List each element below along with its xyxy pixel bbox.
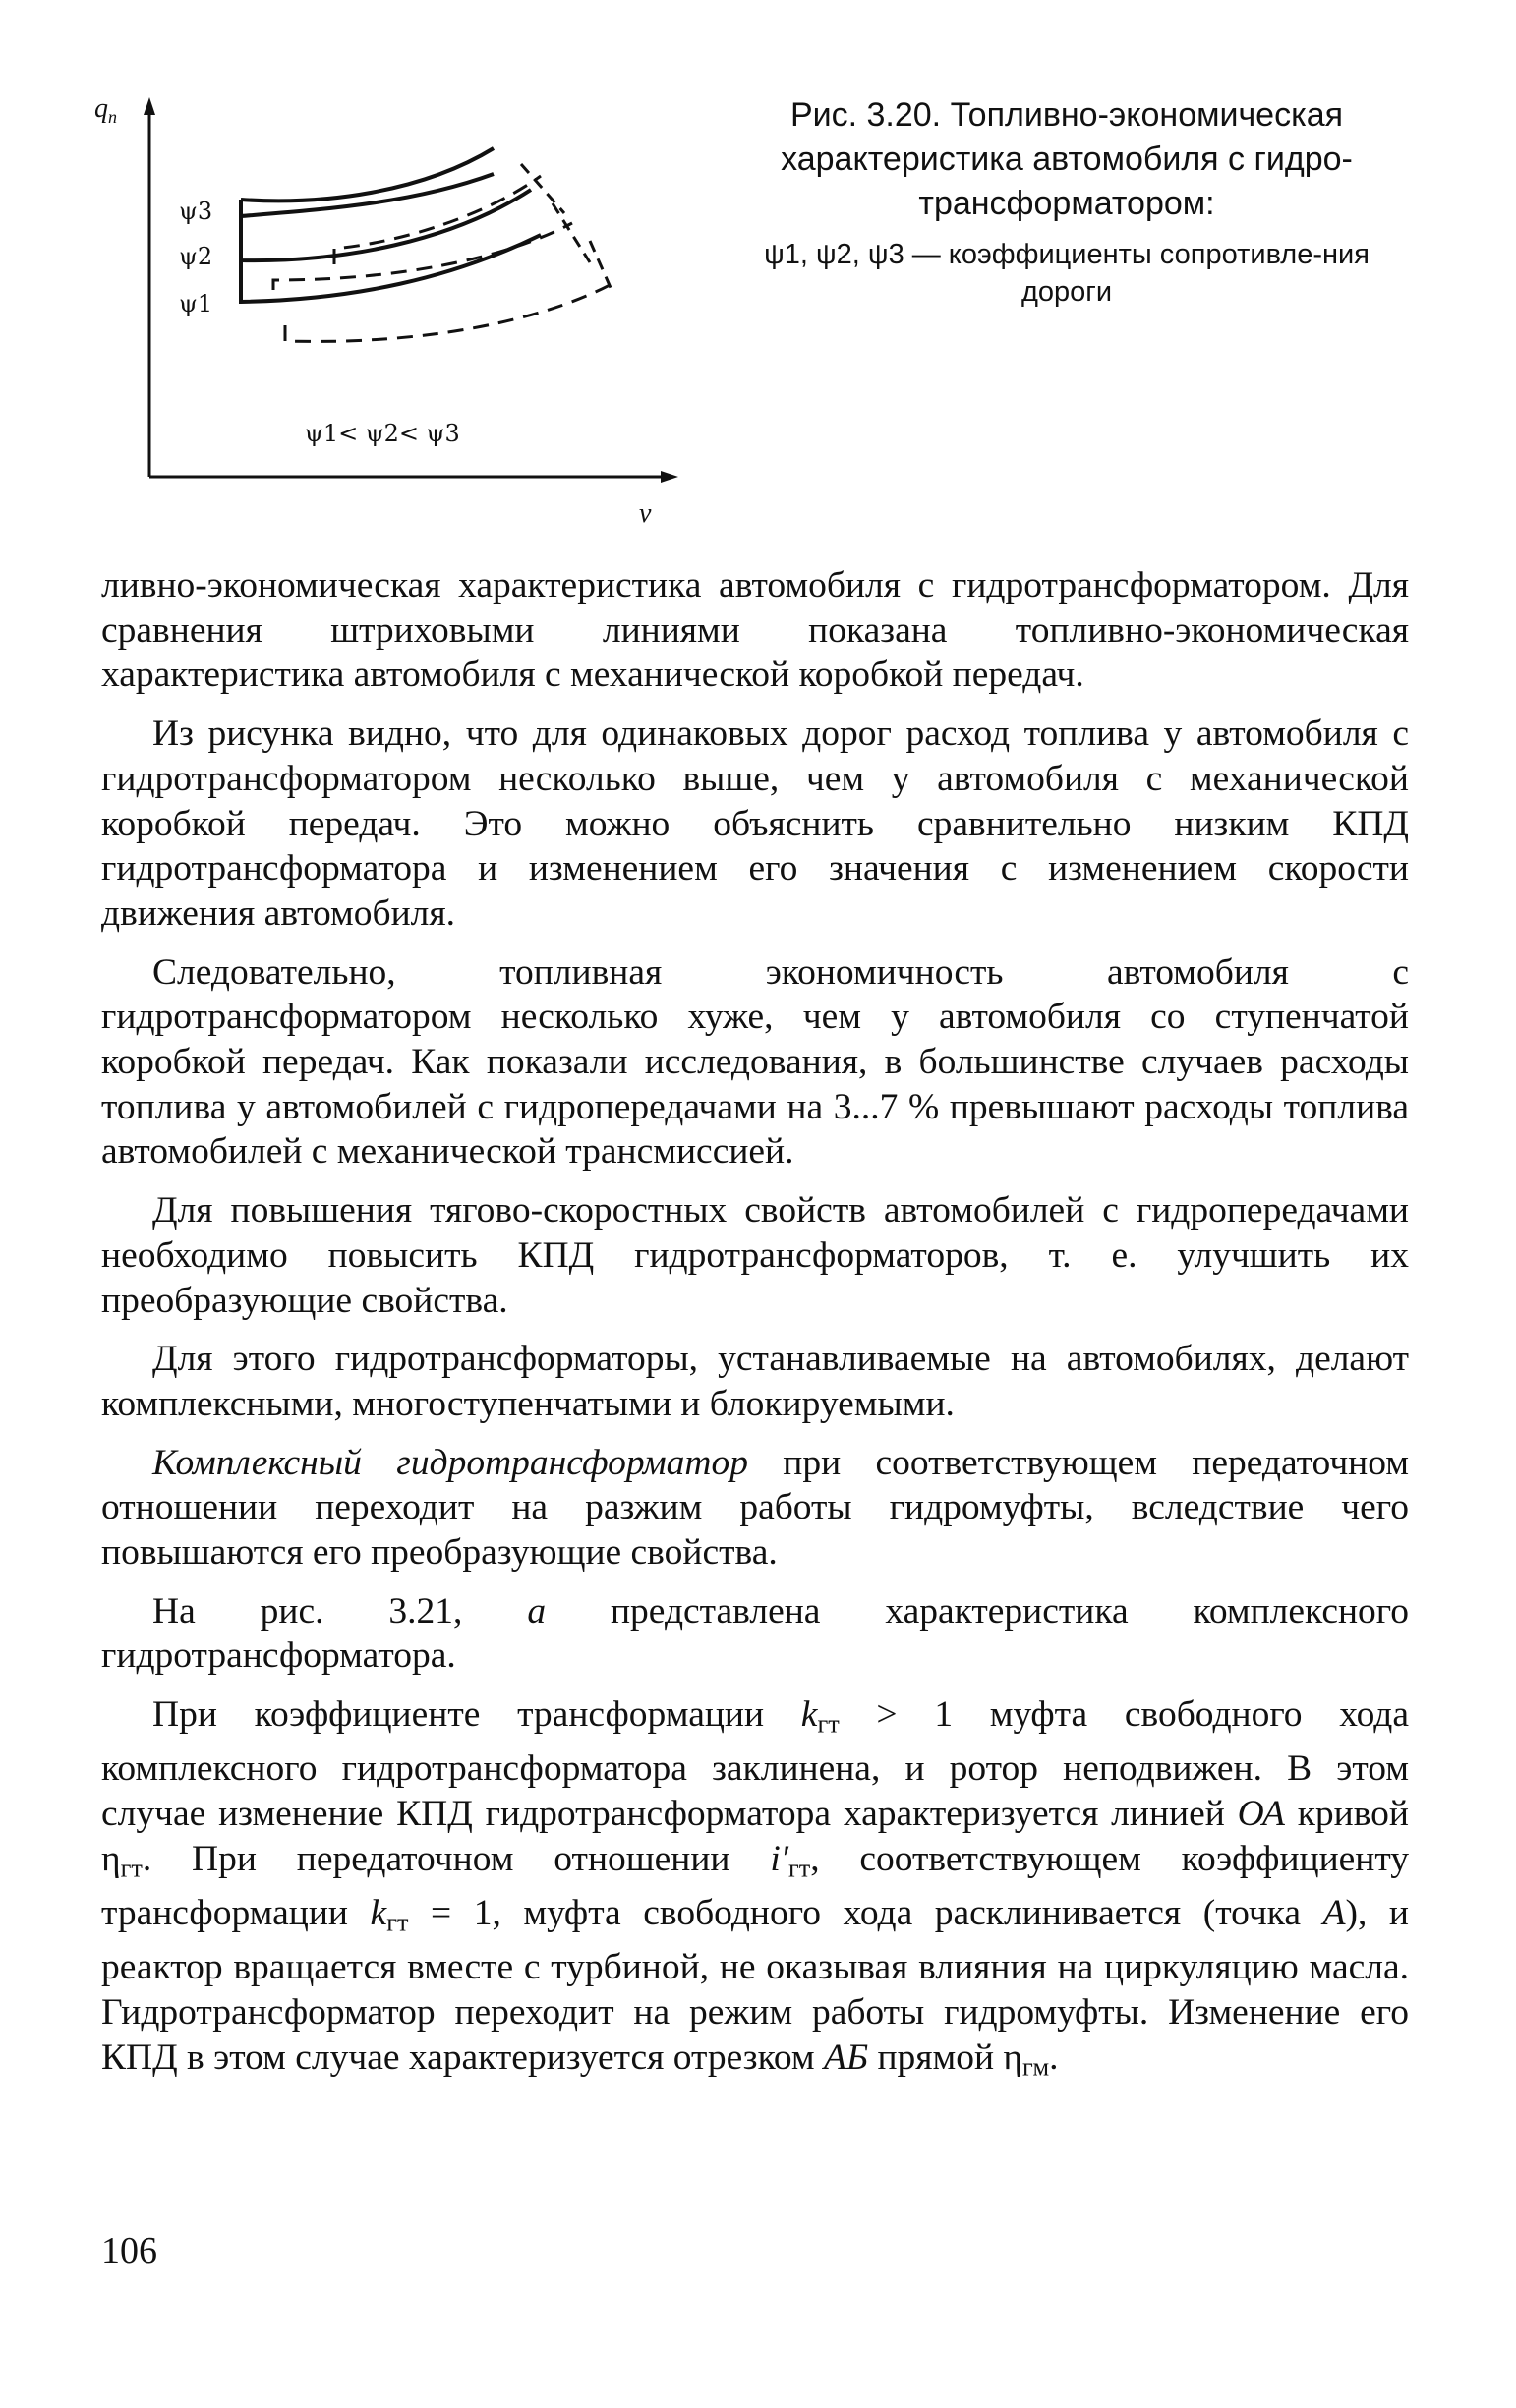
p8-part-4: . При передаточном отношении: [142, 1838, 771, 1879]
symbol-k-2: k: [370, 1893, 387, 1934]
dashed-end-psi3: [521, 164, 564, 213]
symbol-AB: АБ: [824, 2036, 869, 2078]
dashed-curve-psi1: [285, 284, 612, 341]
y-axis-label-sub: п: [108, 107, 117, 127]
paragraph-3: Следовательно, топливная экономичность автомобиля с гидротрансформатором несколько хуже, чем у автомобиля со ступенчатой коробкой передач. Как показали исследования, в большинстве случаев расходы топлива у автомобилей с гидропередачами на 3...7 % превышают расходы топлива автомобилей с механической трансмиссией.: [101, 951, 1409, 1173]
term-complex-transformer: Комплексный гидротрансформатор: [152, 1442, 748, 1483]
paragraph-4: Для повышения тягово-скоростных свойств автомобилей с гидропередачами необходимо повысить КПД гидротрансформаторов, т. е. улучшить их преобразующие свойства.: [101, 1190, 1409, 1321]
p8-part-3: кривой η: [101, 1794, 1409, 1879]
label-psi1: ψ1: [179, 290, 213, 317]
y-axis-label: q: [94, 93, 108, 124]
symbol-eta2-sub: гм: [1022, 2052, 1050, 2082]
paragraph-5: Для этого гидротрансформаторы, устанавливаемые на автомобилях, делают комплексными, многоступенчатыми и блокируемыми.: [101, 1339, 1409, 1424]
symbol-i: i′: [770, 1838, 788, 1879]
p8-part-1: При коэффициенте трансформации: [152, 1694, 801, 1736]
p8-part-5: , соответствующем коэффициенту трансформации: [101, 1838, 1409, 1934]
figure-ref-a: а: [527, 1590, 547, 1632]
dashed-end-psi1: [590, 241, 612, 290]
paragraph-7-a: На рис. 3.21,: [152, 1590, 528, 1632]
symbol-k-2-sub: гт: [386, 1908, 409, 1937]
solid-curve-top: [241, 148, 494, 201]
symbol-A: А: [1322, 1893, 1346, 1934]
dashed-end-psi2: [553, 203, 590, 262]
caption-legend: ψ1, ψ2, ψ3 — коэффициенты сопротивле-ния дороги: [764, 239, 1370, 308]
p8-part-6: = 1, муфта свободного хода расклинивается (точка: [408, 1893, 1323, 1934]
x-axis-arrow: [661, 471, 678, 483]
paragraph-7-b: представлена характеристика комплексного гидротрансформатора.: [101, 1590, 1409, 1677]
x-axis-label: v: [639, 498, 652, 529]
symbol-OA: ОА: [1237, 1794, 1285, 1835]
p8-part-7: ), и реактор вращается вместе с турбиной, не оказывая влияния на циркуляцию масла. Гидротрансформатор переходит на режим работы гидромуфты. Изменение его КПД в этом случае характеризуется отрезком: [101, 1893, 1409, 2078]
inequality-label: ψ1< ψ2< ψ3: [305, 420, 460, 447]
paragraph-6: [101, 1441, 1409, 1576]
paragraph-8: [101, 1692, 1409, 2090]
figure-graph: [94, 93, 708, 529]
paragraph-7: [101, 1589, 1409, 1679]
page-number: 106: [101, 2230, 157, 2271]
paragraph-6-rest: при соответствующем передаточном отношении переходит на разжим работы гидромуфты, вследствие чего повышаются его преобразующие свойства.: [101, 1442, 1410, 1574]
paragraph-2: Из рисунка видно, что для одинаковых дорог расход топлива у автомобиля с гидротрансформатором несколько выше, чем у автомобиля с механической коробкой передач. Это можно объяснить сравнительно низким КПД гидротрансформатора и изменением его значения с изменением скорости движения автомобиля.: [101, 714, 1409, 934]
p8-part-8: прямой η: [868, 2036, 1023, 2078]
label-psi3: ψ3: [179, 198, 213, 225]
symbol-k-sub: гт: [817, 1709, 840, 1739]
fuel-economy-figure: [94, 93, 708, 529]
svg-text:qп: [94, 93, 117, 127]
paragraph-1: ливно-экономическая характеристика автомобиля с гидротрансформатором. Для сравнения штриховыми линиями показана топливно-экономическая характеристика автомобиля с механической коробкой передач.: [101, 565, 1409, 696]
symbol-i-sub: гт: [787, 1854, 811, 1883]
label-psi2: ψ2: [179, 243, 213, 270]
p8-part-2: > 1 муфта свободного хода комплексного гидротрансформатора заклинена, и ротор неподвижен. В этом случае изменение КПД гидротрансформатора характеризуется линией: [101, 1694, 1410, 1835]
body-text: [101, 563, 1409, 2103]
figure-caption: [728, 93, 1406, 311]
symbol-eta-sub: гт: [120, 1854, 143, 1883]
y-axis-arrow: [144, 97, 155, 115]
caption-title: Рис. 3.20. Топливно-экономическая характеристика автомобиля с гидро-трансформатором:: [781, 96, 1353, 222]
p8-part-9: .: [1049, 2036, 1059, 2078]
symbol-k: k: [800, 1694, 818, 1736]
